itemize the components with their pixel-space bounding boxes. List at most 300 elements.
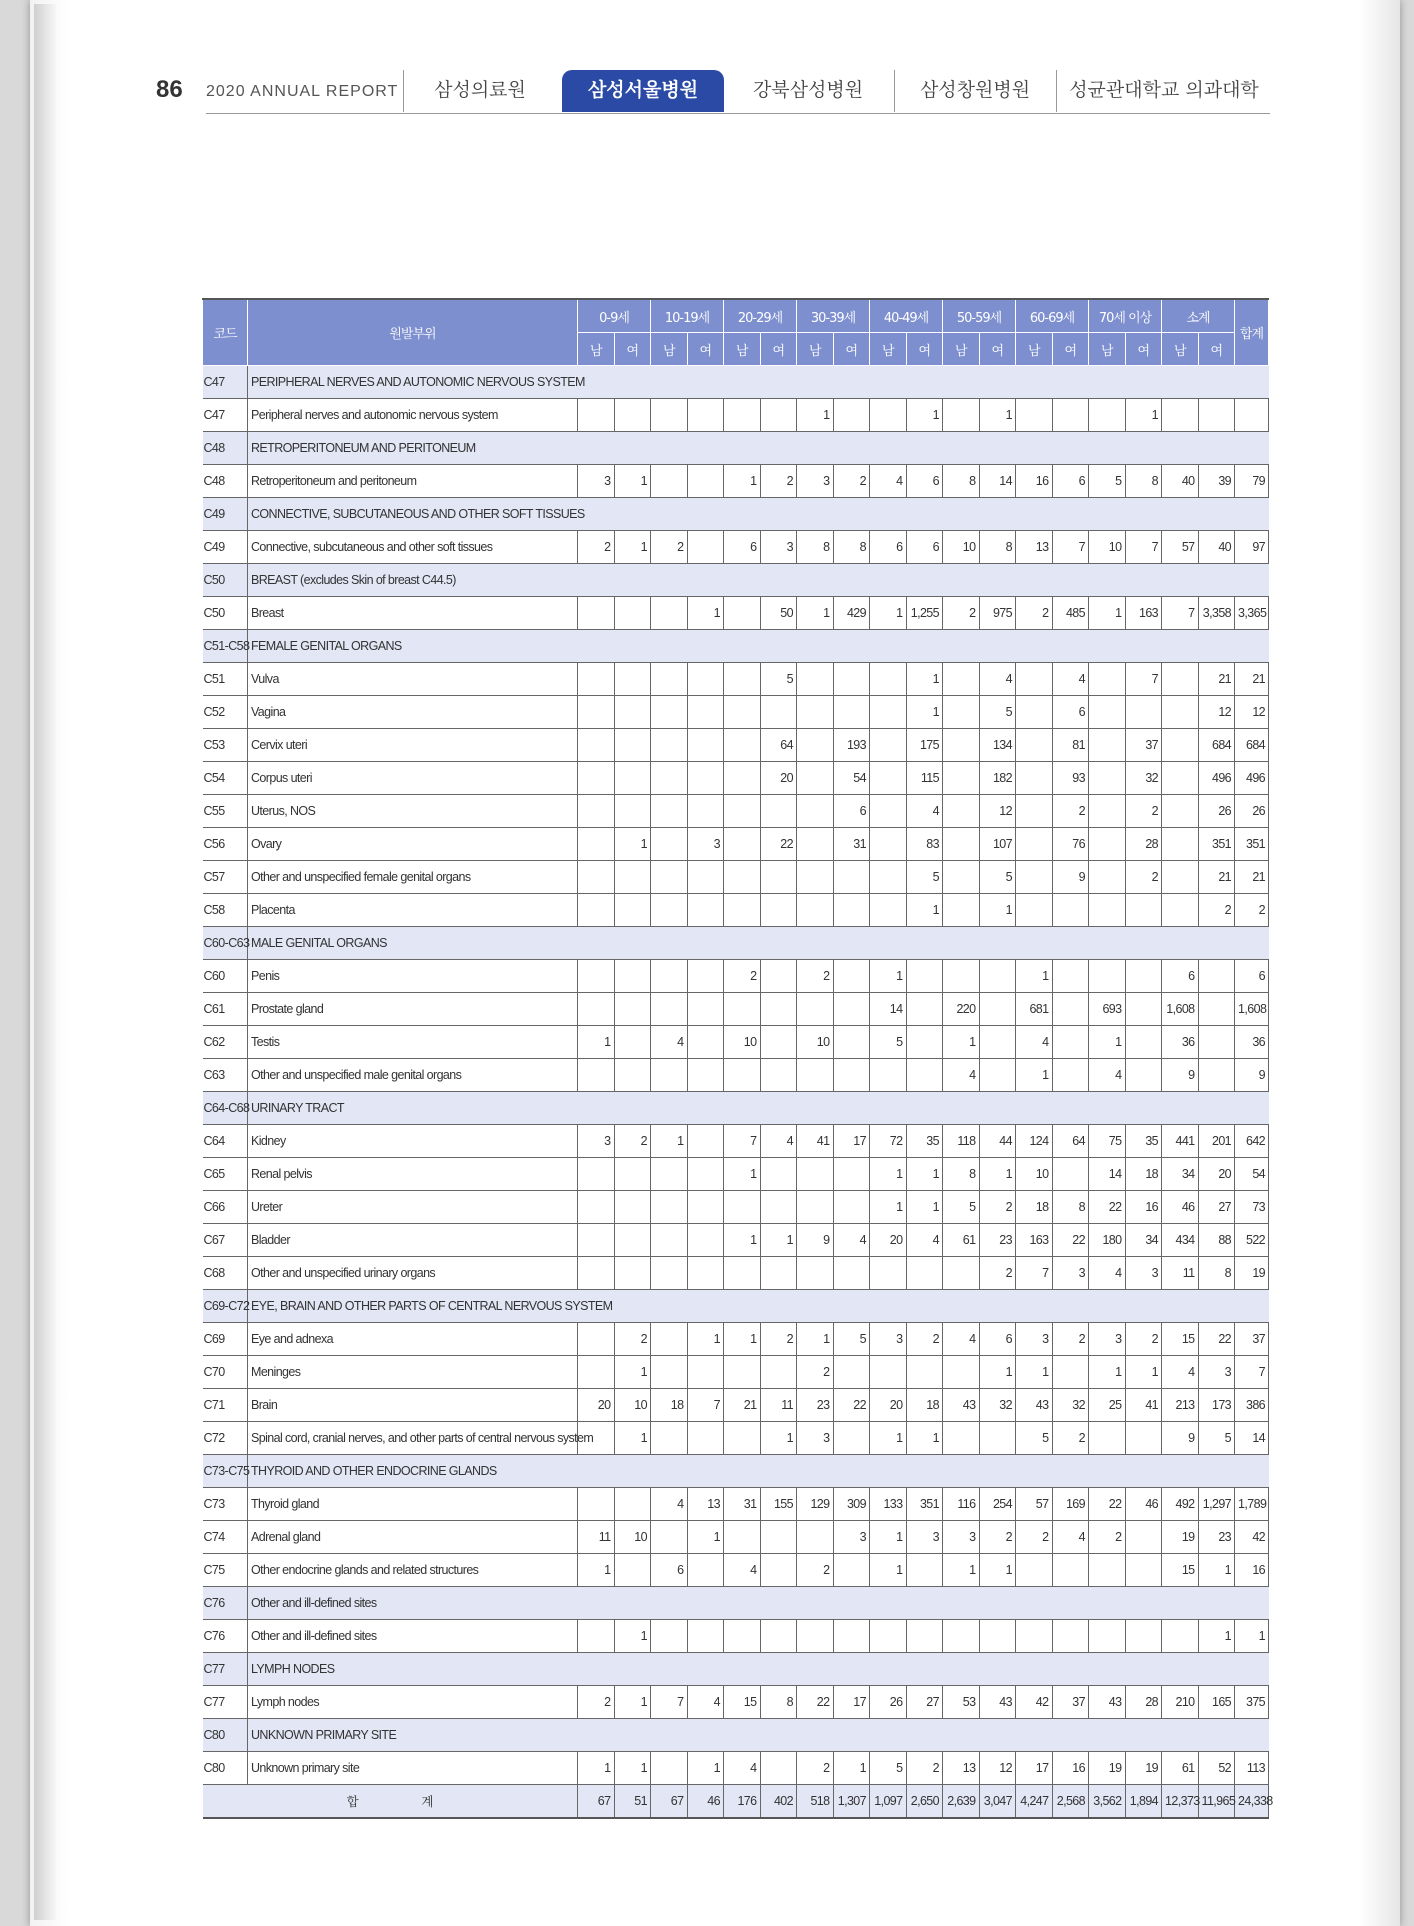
cell-count: 8 (760, 1686, 797, 1719)
table-row (203, 894, 1269, 927)
cell-count: 7 (1016, 1257, 1053, 1290)
cell-count (979, 1059, 1016, 1092)
cell-count: 32 (1052, 1389, 1089, 1422)
header-male: 남 (870, 333, 907, 366)
cell-count: 113 (1235, 1752, 1269, 1785)
total-cell: 2,639 (943, 1785, 980, 1819)
row-code: C77 (203, 1686, 248, 1719)
row-site-name: Corpus uteri (248, 762, 578, 795)
row-code: C57 (203, 861, 248, 894)
cell-count (797, 861, 834, 894)
total-cell: 3,562 (1089, 1785, 1126, 1819)
cell-count: 20 (1198, 1158, 1235, 1191)
cell-count: 1 (614, 1752, 651, 1785)
cell-count: 15 (1162, 1323, 1199, 1356)
cell-count (724, 597, 761, 630)
cell-count: 4 (687, 1686, 724, 1719)
cell-count: 36 (1162, 1026, 1199, 1059)
header-male: 남 (943, 333, 980, 366)
cell-count: 7 (687, 1389, 724, 1422)
table-row (203, 828, 1269, 861)
row-code: C50 (203, 564, 248, 597)
cell-count: 26 (870, 1686, 907, 1719)
cell-count: 1 (614, 1686, 651, 1719)
cell-count (578, 597, 615, 630)
cell-count: 169 (1052, 1488, 1089, 1521)
cell-count (724, 729, 761, 762)
cell-count: 1 (870, 1422, 907, 1455)
cell-count: 93 (1052, 762, 1089, 795)
cell-count: 4 (979, 663, 1016, 696)
row-site-name: Prostate gland (248, 993, 578, 1026)
cell-count: 1 (724, 465, 761, 498)
cell-count (979, 1620, 1016, 1653)
cell-count: 1 (1016, 1059, 1053, 1092)
cell-count: 1 (870, 1521, 907, 1554)
cell-count: 22 (1089, 1488, 1126, 1521)
row-code: C75 (203, 1554, 248, 1587)
cell-count (578, 1224, 615, 1257)
row-site-name: Vagina (248, 696, 578, 729)
section-name: PERIPHERAL NERVES AND AUTONOMIC NERVOUS SYSTEM (248, 366, 1269, 399)
cell-count (1089, 795, 1126, 828)
cell-count (760, 1752, 797, 1785)
row-code: C62 (203, 1026, 248, 1059)
cell-count: 41 (1125, 1389, 1162, 1422)
cell-count: 22 (1198, 1323, 1235, 1356)
cell-count (614, 1554, 651, 1587)
cell-count: 26 (1235, 795, 1269, 828)
tab-kangbuk-samsung-hospital[interactable]: 강북삼성병원 (752, 79, 864, 101)
row-site-name: Adrenal gland (248, 1521, 578, 1554)
cell-count: 1 (687, 1521, 724, 1554)
cell-count: 1 (906, 696, 943, 729)
cell-count: 2 (578, 1686, 615, 1719)
cell-count: 2 (979, 1257, 1016, 1290)
cell-count: 6 (1052, 696, 1089, 729)
cell-count: 43 (1016, 1389, 1053, 1422)
section-row (203, 498, 1269, 531)
header-age-group: 소계 (1162, 299, 1235, 333)
cell-count: 81 (1052, 729, 1089, 762)
total-cell: 402 (760, 1785, 797, 1819)
tab-skku-medicine[interactable]: 성균관대학교 의과대학 (1056, 70, 1271, 112)
row-code: C48 (203, 432, 248, 465)
cell-count: 61 (1162, 1752, 1199, 1785)
cell-count: 1 (906, 1422, 943, 1455)
cell-count: 61 (943, 1224, 980, 1257)
row-site-name: Renal pelvis (248, 1158, 578, 1191)
cell-count: 2 (1016, 1521, 1053, 1554)
section-name: LYMPH NODES (248, 1653, 1269, 1686)
cell-count (687, 861, 724, 894)
cell-count (797, 762, 834, 795)
cell-count: 1 (979, 1158, 1016, 1191)
header-age-group: 10-19세 (651, 299, 724, 333)
table-row (203, 1686, 1269, 1719)
cell-count (687, 531, 724, 564)
row-site-name: Bladder (248, 1224, 578, 1257)
row-code: C56 (203, 828, 248, 861)
cell-count: 4 (906, 1224, 943, 1257)
cell-count (833, 894, 870, 927)
cell-count: 7 (1162, 597, 1199, 630)
cell-count (1235, 399, 1269, 432)
header-male: 남 (1016, 333, 1053, 366)
cell-count: 351 (906, 1488, 943, 1521)
cell-count (906, 1554, 943, 1587)
cell-count: 34 (1125, 1224, 1162, 1257)
header-female: 여 (906, 333, 943, 366)
section-row (203, 366, 1269, 399)
section-name: BREAST (excludes Skin of breast C44.5) (248, 564, 1269, 597)
cell-count (578, 1488, 615, 1521)
total-cell: 24,338 (1235, 1785, 1269, 1819)
row-site-name: Uterus, NOS (248, 795, 578, 828)
header-code: 코드 (203, 299, 248, 366)
cell-count (578, 696, 615, 729)
row-code: C73-C75 (203, 1455, 248, 1488)
cell-count (906, 1620, 943, 1653)
cell-count: 12 (1198, 696, 1235, 729)
cell-count (833, 1554, 870, 1587)
cell-count (979, 993, 1016, 1026)
cell-count (833, 1620, 870, 1653)
cell-count (1052, 1158, 1089, 1191)
section-row (203, 1587, 1269, 1620)
cell-count: 16 (1235, 1554, 1269, 1587)
cell-count (1162, 762, 1199, 795)
cell-count (797, 729, 834, 762)
cell-count: 107 (979, 828, 1016, 861)
cell-count (870, 762, 907, 795)
cell-count (1125, 1620, 1162, 1653)
cell-count: 6 (651, 1554, 688, 1587)
cell-count (614, 597, 651, 630)
cell-count: 83 (906, 828, 943, 861)
cell-count: 27 (906, 1686, 943, 1719)
cell-count: 8 (833, 531, 870, 564)
cell-count: 19 (1162, 1521, 1199, 1554)
cell-count: 1 (1198, 1620, 1235, 1653)
cell-count (943, 1356, 980, 1389)
table-row (203, 795, 1269, 828)
cell-count (1089, 1422, 1126, 1455)
cell-count (833, 696, 870, 729)
header-divider (206, 113, 1270, 114)
cell-count (724, 663, 761, 696)
cell-count: 8 (1125, 465, 1162, 498)
total-cell: 1,894 (1125, 1785, 1162, 1819)
cell-count: 9 (1162, 1059, 1199, 1092)
cell-count (1198, 993, 1235, 1026)
row-code: C66 (203, 1191, 248, 1224)
cell-count: 386 (1235, 1389, 1269, 1422)
cell-count: 7 (1125, 663, 1162, 696)
row-code: C58 (203, 894, 248, 927)
cell-count (1016, 729, 1053, 762)
cell-count: 7 (651, 1686, 688, 1719)
cell-count: 1 (797, 597, 834, 630)
cell-count: 441 (1162, 1125, 1199, 1158)
cell-count: 351 (1198, 828, 1235, 861)
cell-count: 210 (1162, 1686, 1199, 1719)
cell-count: 43 (943, 1389, 980, 1422)
cell-count: 2 (651, 531, 688, 564)
cell-count (979, 1422, 1016, 1455)
cell-count (614, 729, 651, 762)
cell-count: 1 (614, 1422, 651, 1455)
cell-count (870, 1620, 907, 1653)
cell-count (724, 894, 761, 927)
tab-samsung-seoul-hospital[interactable]: 삼성서울병원 (562, 70, 724, 112)
cell-count: 1 (578, 1554, 615, 1587)
cell-count: 1 (797, 399, 834, 432)
cell-count (687, 465, 724, 498)
cell-count (614, 960, 651, 993)
cell-count (1089, 663, 1126, 696)
cell-count: 34 (1162, 1158, 1199, 1191)
row-code: C61 (203, 993, 248, 1026)
cell-count (1016, 1620, 1053, 1653)
row-site-name: Cervix uteri (248, 729, 578, 762)
cell-count: 213 (1162, 1389, 1199, 1422)
cell-count: 496 (1198, 762, 1235, 795)
cell-count (651, 1059, 688, 1092)
row-site-name: Vulva (248, 663, 578, 696)
row-site-name: Other and unspecified female genital organs (248, 861, 578, 894)
cell-count: 1 (979, 399, 1016, 432)
cell-count: 2 (760, 465, 797, 498)
row-code: C68 (203, 1257, 248, 1290)
cell-count (614, 762, 651, 795)
row-code: C67 (203, 1224, 248, 1257)
cell-count: 10 (943, 531, 980, 564)
cell-count: 8 (1198, 1257, 1235, 1290)
cell-count: 31 (724, 1488, 761, 1521)
cell-count (797, 993, 834, 1026)
cell-count: 15 (1162, 1554, 1199, 1587)
cell-count (651, 762, 688, 795)
cell-count: 9 (1052, 861, 1089, 894)
cell-count (651, 1158, 688, 1191)
row-code: C73 (203, 1488, 248, 1521)
row-site-name: Ovary (248, 828, 578, 861)
cell-count (1089, 1554, 1126, 1587)
cell-count (687, 894, 724, 927)
cell-count (724, 1521, 761, 1554)
tab-samsung-changwon-hospital[interactable]: 삼성창원병원 (894, 70, 1055, 112)
cell-count: 1 (614, 1620, 651, 1653)
row-code: C53 (203, 729, 248, 762)
header-female: 여 (1198, 333, 1235, 366)
row-code: C51 (203, 663, 248, 696)
row-site-name: Unknown primary site (248, 1752, 578, 1785)
cell-count (1016, 1554, 1053, 1587)
cell-count: 1 (760, 1224, 797, 1257)
row-code: C60 (203, 960, 248, 993)
cell-count (833, 1191, 870, 1224)
cell-count (870, 1059, 907, 1092)
header-female: 여 (614, 333, 651, 366)
cell-count (1125, 1026, 1162, 1059)
cell-count: 20 (760, 762, 797, 795)
cell-count: 1 (870, 1158, 907, 1191)
cell-count (1016, 795, 1053, 828)
cell-count (651, 399, 688, 432)
cell-count: 32 (979, 1389, 1016, 1422)
section-name: URINARY TRACT (248, 1092, 1269, 1125)
cell-count: 57 (1016, 1488, 1053, 1521)
section-name: THYROID AND OTHER ENDOCRINE GLANDS (248, 1455, 1269, 1488)
cell-count (870, 1356, 907, 1389)
cell-count: 3 (1198, 1356, 1235, 1389)
cell-count: 6 (979, 1323, 1016, 1356)
cell-count (906, 960, 943, 993)
cell-count: 2 (614, 1125, 651, 1158)
section-name: CONNECTIVE, SUBCUTANEOUS AND OTHER SOFT TISSUES (248, 498, 1269, 531)
cell-count: 4 (1016, 1026, 1053, 1059)
total-cell: 1,307 (833, 1785, 870, 1819)
cell-count: 5 (870, 1752, 907, 1785)
cell-count (614, 861, 651, 894)
cell-count: 1 (1125, 1356, 1162, 1389)
total-cell: 3,047 (979, 1785, 1016, 1819)
cell-count: 1 (614, 531, 651, 564)
cell-count: 97 (1235, 531, 1269, 564)
total-cell: 12,373 (1162, 1785, 1199, 1819)
cell-count: 2 (1052, 1422, 1089, 1455)
cell-count: 16 (1125, 1191, 1162, 1224)
cell-count: 1,608 (1162, 993, 1199, 1026)
cell-count: 19 (1125, 1752, 1162, 1785)
cell-count (724, 399, 761, 432)
cell-count: 2 (1016, 597, 1053, 630)
header-age-group: 0-9세 (578, 299, 651, 333)
row-code: C72 (203, 1422, 248, 1455)
cell-count: 1 (906, 1158, 943, 1191)
cell-count (614, 1158, 651, 1191)
cell-count (687, 1026, 724, 1059)
cell-count: 4 (1089, 1059, 1126, 1092)
cell-count: 35 (906, 1125, 943, 1158)
header-female: 여 (1125, 333, 1162, 366)
cell-count: 193 (833, 729, 870, 762)
cell-count: 7 (1235, 1356, 1269, 1389)
cell-count (870, 861, 907, 894)
cell-count: 40 (1162, 465, 1199, 498)
cell-count (1125, 1554, 1162, 1587)
cell-count: 8 (943, 1158, 980, 1191)
row-site-name: Thyroid gland (248, 1488, 578, 1521)
row-site-name: Testis (248, 1026, 578, 1059)
cell-count (760, 399, 797, 432)
cell-count (943, 762, 980, 795)
row-code: C52 (203, 696, 248, 729)
cell-count: 2 (614, 1323, 651, 1356)
cell-count: 1 (870, 1554, 907, 1587)
row-site-name: Breast (248, 597, 578, 630)
cell-count (724, 1356, 761, 1389)
cell-count: 4 (724, 1554, 761, 1587)
cell-count (833, 993, 870, 1026)
cell-count: 54 (1235, 1158, 1269, 1191)
cell-count (1198, 960, 1235, 993)
cell-count: 25 (1089, 1389, 1126, 1422)
cell-count: 23 (1198, 1521, 1235, 1554)
section-row (203, 1290, 1269, 1323)
cell-count (833, 1422, 870, 1455)
cell-count: 1 (687, 1752, 724, 1785)
cell-count: 115 (906, 762, 943, 795)
cell-count (1125, 1059, 1162, 1092)
cell-count (1125, 696, 1162, 729)
tab-samsung-medical-center[interactable]: 삼성의료원 (403, 70, 556, 112)
cell-count: 1 (724, 1158, 761, 1191)
cell-count: 975 (979, 597, 1016, 630)
table-row (203, 1389, 1269, 1422)
cell-count: 21 (724, 1389, 761, 1422)
cell-count: 8 (979, 531, 1016, 564)
cell-count (1089, 861, 1126, 894)
row-site-name: Other and ill-defined sites (248, 1620, 578, 1653)
cell-count (906, 1059, 943, 1092)
cell-count (651, 729, 688, 762)
cell-count: 52 (1198, 1752, 1235, 1785)
total-row (203, 1785, 1269, 1819)
cell-count: 522 (1235, 1224, 1269, 1257)
cell-count: 73 (1235, 1191, 1269, 1224)
cell-count: 1 (687, 1323, 724, 1356)
cell-count (870, 696, 907, 729)
total-cell: 2,650 (906, 1785, 943, 1819)
cell-count (651, 465, 688, 498)
cell-count (614, 399, 651, 432)
header-age-group: 30-39세 (797, 299, 870, 333)
cell-count (1016, 399, 1053, 432)
cell-count: 175 (906, 729, 943, 762)
cell-count (724, 1422, 761, 1455)
total-cell: 176 (724, 1785, 761, 1819)
cell-count (578, 663, 615, 696)
cell-count (687, 1257, 724, 1290)
cell-count (906, 1257, 943, 1290)
cell-count: 6 (833, 795, 870, 828)
cell-count (578, 399, 615, 432)
cell-count (943, 663, 980, 696)
cell-count (1125, 1521, 1162, 1554)
cell-count (687, 663, 724, 696)
cell-count: 155 (760, 1488, 797, 1521)
cell-count: 3 (1089, 1323, 1126, 1356)
cell-count (797, 1059, 834, 1092)
cell-count: 1 (979, 894, 1016, 927)
cell-count: 8 (1052, 1191, 1089, 1224)
cell-count: 2 (979, 1521, 1016, 1554)
cell-count (1016, 861, 1053, 894)
cell-count (687, 1356, 724, 1389)
cell-count: 1 (1089, 1026, 1126, 1059)
header-female: 여 (1052, 333, 1089, 366)
cell-count: 22 (1089, 1191, 1126, 1224)
cell-count: 1 (1198, 1554, 1235, 1587)
cell-count: 13 (943, 1752, 980, 1785)
table-row (203, 861, 1269, 894)
cell-count (1198, 1059, 1235, 1092)
row-code: C77 (203, 1653, 248, 1686)
cell-count (614, 795, 651, 828)
table-row (203, 1224, 1269, 1257)
